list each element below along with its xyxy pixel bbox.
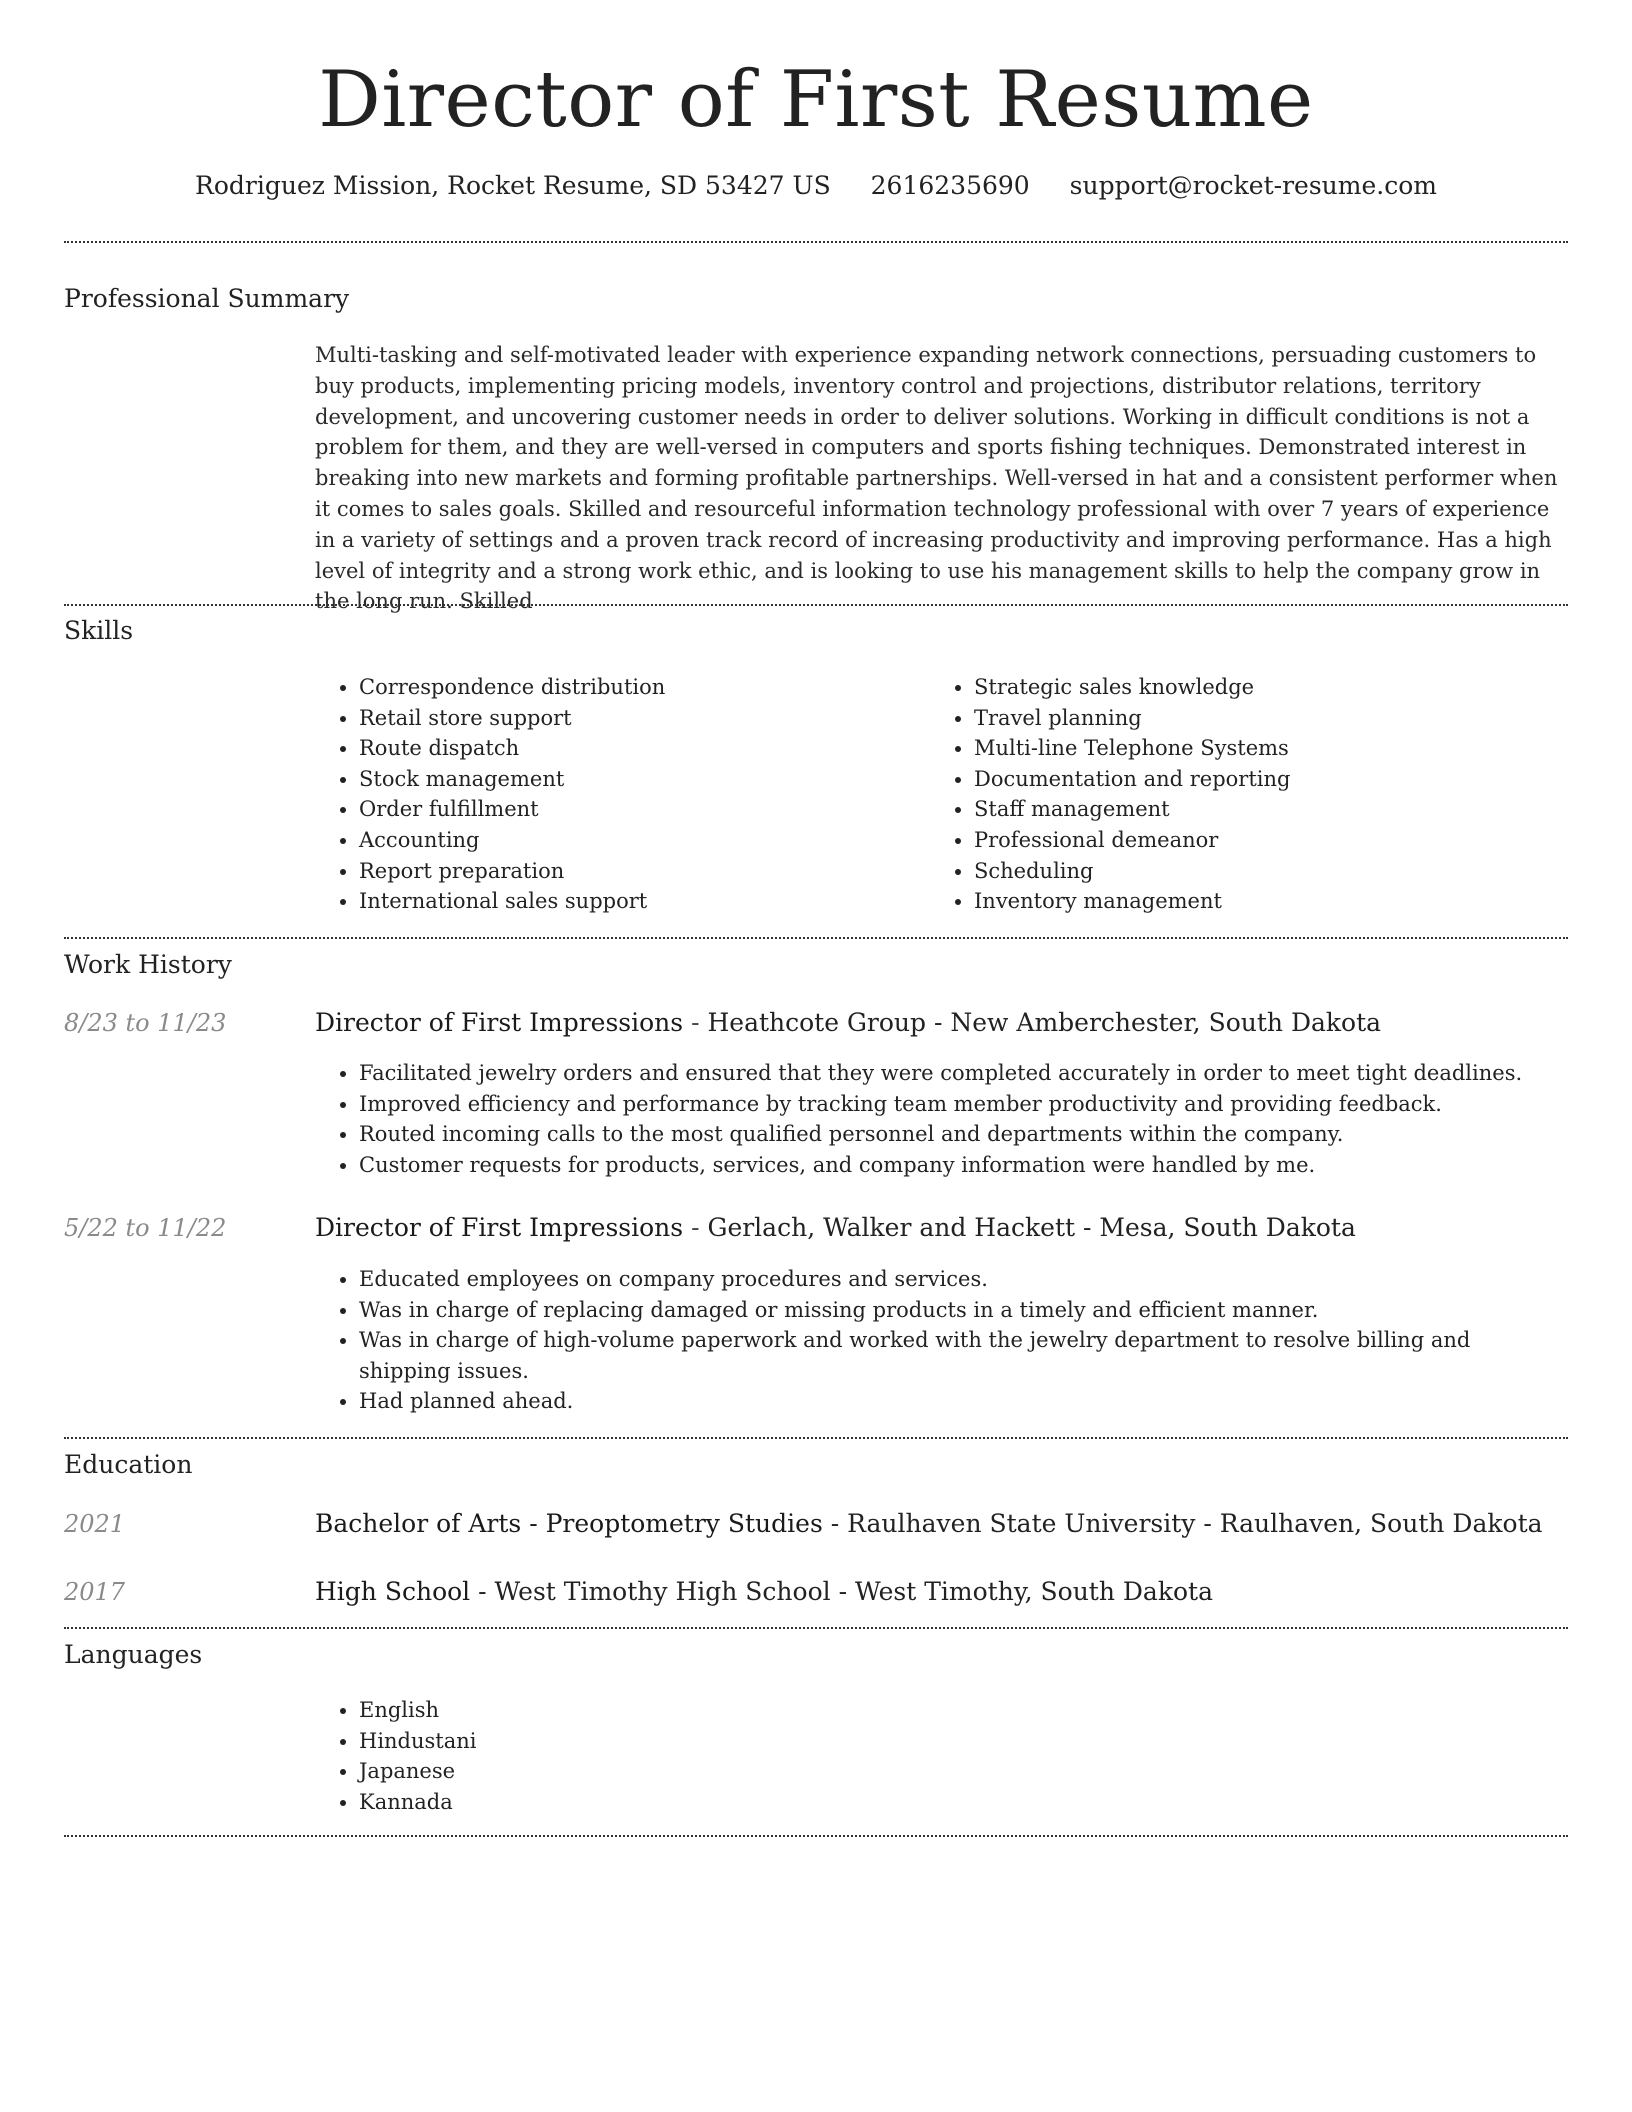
job-bullet: • Had planned ahead. — [359, 1386, 1568, 1417]
job-role: Director of First Impressions — [315, 1008, 684, 1037]
skill-item: • Accounting — [359, 825, 915, 856]
divider — [64, 937, 1568, 939]
summary-text: Multi-tasking and self-motivated leader with experience expanding network connections, persuading customers to buy products, implementing pricing models, inventory control and projections, distributor relations, territory development, and uncovering customer needs in order to deliver solutions. Working in difficult conditions is not a problem for them, and they are well-versed in computers and sports fishing techniques. Demonstrated interest in breaking into new markets and forming profitable partnerships. Well-versed in hat and a consistent performer when it comes to sales goals. Skilled and resourceful information technology professional with over 7 years of experience in a variety of settings and a proven track record of increasing productivity and improving performance. Has a high level of integrity and a strong work ethic, and is looking to use his management skills to help the company grow in the long run. Skilled — [315, 343, 1558, 614]
divider — [64, 1835, 1568, 1837]
language-item: • English — [359, 1695, 1568, 1726]
divider — [64, 241, 1568, 243]
skill-item: • Travel planning — [974, 703, 1530, 734]
skill-item: • Professional demeanor — [974, 825, 1530, 856]
job-bullet: • Was in charge of replacing damaged or missing products in a timely and efficient manner. — [359, 1295, 1568, 1326]
education-school: - West Timothy High School - West Timothy, South Dakota — [470, 1577, 1213, 1606]
job-bullets — [315, 1264, 1568, 1417]
education-year: 2017 — [64, 1578, 126, 1606]
job-details — [315, 1058, 1568, 1180]
skill-item: • Stock management — [359, 764, 915, 795]
summary-body — [315, 340, 1568, 617]
skill-item: • Route dispatch — [359, 733, 915, 764]
job-dates: 8/23 to 11/23 — [64, 1009, 227, 1037]
contact-line — [64, 170, 1568, 202]
job-role: Director of First Impressions — [315, 1213, 684, 1242]
section-title-languages: Languages — [64, 1640, 203, 1669]
resume-page — [64, 0, 1568, 1814]
job-bullet: • Was in charge of high-volume paperwork and worked with the jewelry department to resolve billing and shipping issues. — [359, 1325, 1568, 1386]
languages-list — [315, 1695, 1568, 1817]
skill-item: • Order fulfillment — [359, 794, 915, 825]
skill-item: • Retail store support — [359, 703, 915, 734]
skill-item: • Report preparation — [359, 856, 915, 887]
language-item: • Kannada — [359, 1787, 1568, 1818]
skills-left-column — [315, 672, 915, 917]
divider — [64, 1627, 1568, 1629]
section-title-summary: Professional Summary — [64, 284, 350, 313]
skill-item: • International sales support — [359, 886, 915, 917]
education-degree: High School — [315, 1577, 471, 1606]
divider — [64, 1437, 1568, 1439]
job-bullets — [315, 1058, 1568, 1180]
job-separator: - — [683, 1008, 708, 1037]
job-bullet: • Facilitated jewelry orders and ensured that they were completed accurately in order to meet tight deadlines. — [359, 1058, 1568, 1089]
contact-address: Rodriguez Mission, Rocket Resume, SD 53427 US — [195, 171, 831, 200]
language-item: • Hindustani — [359, 1726, 1568, 1757]
job-separator: - — [683, 1213, 708, 1242]
section-title-skills: Skills — [64, 616, 134, 645]
skill-item: • Scheduling — [974, 856, 1530, 887]
job-company: Gerlach, Walker and Hackett - Mesa, South Dakota — [707, 1213, 1356, 1242]
language-item: • Japanese — [359, 1756, 1568, 1787]
skill-item: • Documentation and reporting — [974, 764, 1530, 795]
job-heading — [315, 1007, 1381, 1039]
section-title-education: Education — [64, 1450, 193, 1479]
section-title-work: Work History — [64, 950, 232, 979]
job-bullet: • Routed incoming calls to the most qualified personnel and departments within the company. — [359, 1119, 1568, 1150]
contact-email: support@rocket-resume.com — [1069, 171, 1437, 200]
divider — [64, 604, 1568, 606]
contact-phone: 2616235690 — [870, 171, 1030, 200]
job-details — [315, 1264, 1568, 1417]
resume-name: Director of First Resume — [318, 55, 1314, 145]
job-dates: 5/22 to 11/22 — [64, 1214, 227, 1242]
job-bullet: • Educated employees on company procedures and services. — [359, 1264, 1568, 1295]
education-year: 2021 — [64, 1510, 126, 1538]
skill-item: • Multi-line Telephone Systems — [974, 733, 1530, 764]
languages-body — [315, 1695, 1568, 1817]
skill-item: • Staff management — [974, 794, 1530, 825]
skill-item: • Inventory management — [974, 886, 1530, 917]
education-degree: Bachelor of Arts - Preoptometry Studies — [315, 1509, 823, 1538]
skills-right-list — [930, 672, 1530, 917]
skills-right-column — [930, 672, 1530, 917]
skill-item: • Strategic sales knowledge — [974, 672, 1530, 703]
skills-left-list — [315, 672, 915, 917]
job-bullet: • Improved efficiency and performance by tracking team member productivity and providing feedback. — [359, 1089, 1568, 1120]
job-company: Heathcote Group - New Amberchester, South Dakota — [707, 1008, 1382, 1037]
job-bullet: • Customer requests for products, services, and company information were handled by me. — [359, 1150, 1568, 1181]
job-heading — [315, 1212, 1356, 1244]
education-heading — [315, 1508, 1543, 1540]
skill-item: • Correspondence distribution — [359, 672, 915, 703]
education-school: - Raulhaven State University - Raulhaven, South Dakota — [822, 1509, 1543, 1538]
education-heading — [315, 1576, 1213, 1608]
